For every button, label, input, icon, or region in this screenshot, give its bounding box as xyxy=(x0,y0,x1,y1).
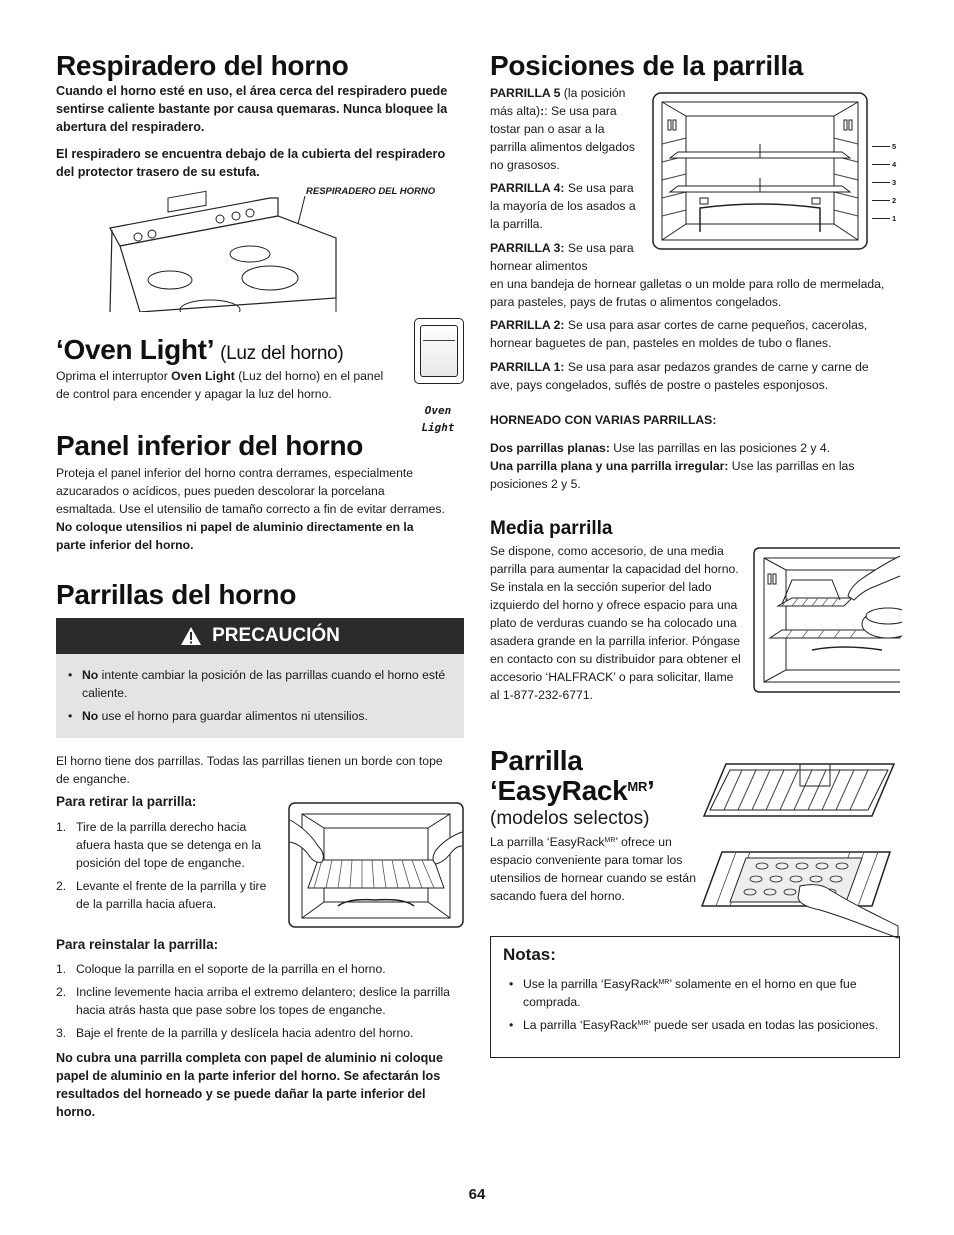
easyrack-subtitle: (modelos selectos) xyxy=(490,808,650,829)
easyrack-title: Parrilla ‘EasyRack$^{MR}$’ xyxy=(490,745,655,806)
easyrack-text: La parrilla ‘EasyRack$^{MR}$’ ofrece un espacio conveniente para tomar los utensilios de hornear cuando se están sacando fuera del horno. xyxy=(490,835,696,903)
foil-warning: No cubra una parrilla completa con papel de aluminio ni coloque papel de aluminio en la parte inferior del horno. Se afectarán los resultados del horneado y se puede dañar la parte inferior del horno. xyxy=(56,1051,443,1119)
positions-title: Posiciones de la parrilla xyxy=(490,50,804,81)
half-rack-title: Media parrilla xyxy=(490,518,613,539)
vent-location: El respiradero se encuentra debajo de la cubierta del respiradero del protector trasero de su estufa. xyxy=(56,147,446,179)
rack-4-text: PARRILLA 4: Se usa para la mayoría de los asados a la parrilla. xyxy=(490,181,636,231)
remove-step: 1. Tire de la parrilla derecho hacia afuera hasta que se detenga en la posición del tope de enganche. xyxy=(56,820,261,870)
notes-list xyxy=(503,975,887,1034)
lower-panel-text: Proteja el panel inferior del horno contra derrames, especialmente azucarados o acídicos, pues pueden descolorar la porcelana esmaltada. Use el utensilio de tamaño correcto a fin de evitar derrames. No coloque utensilios ni papel de aluminio directamente en la parte inferior del horno. xyxy=(56,466,445,552)
rack-removal-illustration xyxy=(288,802,464,928)
half-rack-text: Se dispone, como accesorio, de una media parrilla para aumentar la capacidad del horno. Se instala en la sección superior del lado izquierdo del horno y ofrece espacio para una plato de verduras cuando se ha colocado una asadera grande en la parrilla inferior. Póngase en contacto con su distribuidor para obtener el accesorio ‘HALFRACK’ o para solicitar, llame al 1-877-232-6771. xyxy=(490,544,741,702)
remove-steps xyxy=(56,818,268,918)
warning-icon xyxy=(180,626,202,646)
notes-item: • Use la parrilla ‘EasyRack$^{MR}$’ solamente en el horno en que fue comprada. xyxy=(503,975,887,1011)
caution-box xyxy=(56,618,464,738)
multi-rack-text: Dos parrillas planas: Use las parrillas en las posiciones 2 y 4. Una parrilla plana y una parrilla irregular: Use las parrillas en las posiciones 2 y 5. xyxy=(490,441,855,491)
reinstall-step: 3. Baje el frente de la parrilla y deslícela hacia adentro del horno. xyxy=(56,1026,414,1040)
half-rack-illustration xyxy=(752,546,902,694)
vent-title: Respiradero del horno xyxy=(56,50,349,81)
lower-panel-title: Panel inferior del horno xyxy=(56,430,364,461)
reinstall-step: 1. Coloque la parrilla en el soporte de la parrilla en el horno. xyxy=(56,962,386,976)
oven-light-title-main: ‘Oven Light’ xyxy=(56,334,213,365)
oven-light-switch-icon xyxy=(414,318,464,384)
vent-callout: RESPIRADERO DEL HORNO xyxy=(306,186,436,197)
notes-item: • La parrilla ‘EasyRack$^{MR}$’ puede ser usada en todas las posiciones. xyxy=(503,1016,887,1034)
racks-title: Parrillas del horno xyxy=(56,579,297,610)
notes-box xyxy=(490,936,900,1058)
vent-warning: Cuando el horno esté en uso, el área cerca del respiradero puede sentirse caliente bastante por causa quemaras. Nunca bloquee la abertura del respiradero. xyxy=(56,84,448,134)
rack-2-text: PARRILLA 2: Se usa para asar cortes de carne pequeños, cacerolas, hornear baguetes de pan, pasteles en moldes de tubo o flanes. xyxy=(490,318,868,350)
rack-5-text: PARRILLA 5 (la posición más alta):: Se usa para tostar pan o asar a la parrilla alimentos delgados no grasosos. xyxy=(490,86,635,172)
caution-list xyxy=(62,666,454,725)
page-number: 64 xyxy=(468,1186,486,1203)
oven-light-button-label: Oven Light xyxy=(421,404,455,434)
oven-light-subtitle: (Luz del horno) xyxy=(220,343,344,364)
rack-3-text-b: en una bandeja de hornear galletas o un molde para rollo de mermelada, para pasteles, pays de frutas o alimentos congelados. xyxy=(490,277,885,309)
easyrack-illustration-top xyxy=(700,760,896,820)
caution-label: PRECAUCIÓN xyxy=(212,625,340,646)
range-illustration xyxy=(100,188,340,312)
caution-header xyxy=(56,618,464,654)
racks-intro: El horno tiene dos parrillas. Todas las parrillas tienen un borde con tope de enganche. xyxy=(56,754,443,786)
caution-item: • No intente cambiar la posición de las parrillas cuando el horno esté caliente. xyxy=(62,666,454,702)
caution-item: • No use el horno para guardar alimentos ni utensilios. xyxy=(62,707,454,725)
oven-light-title xyxy=(56,336,343,364)
reinstall-title: Para reinstalar la parrilla: xyxy=(56,937,219,952)
remove-title: Para retirar la parrilla: xyxy=(56,794,197,809)
oven-light-text: Oprima el interruptor Oven Light (Luz del horno) en el panel de control para encender y apagar la luz del horno. xyxy=(56,369,384,401)
reinstall-steps xyxy=(56,960,464,1047)
rack-3-text-a: PARRILLA 3: Se usa para hornear alimentos xyxy=(490,241,634,273)
notes-title: Notas: xyxy=(503,945,556,964)
reinstall-step: 2. Incline levemente hacia arriba el extremo delantero; deslice la parrilla hacia atrás hasta que pase sobre los topes de enganche. xyxy=(56,985,450,1017)
easyrack-illustration-bottom xyxy=(700,846,900,940)
rack-1-text: PARRILLA 1: Se usa para asar pedazos grandes de carne y carne de ave, pays congelados, suflés de postre o pasteles esponjosos. xyxy=(490,360,869,392)
remove-step: 2. Levante el frente de la parrilla y tire de la parrilla hacia afuera. xyxy=(56,879,267,911)
multi-rack-title: HORNEADO CON VARIAS PARRILLAS: xyxy=(490,413,717,427)
rack-positions-illustration xyxy=(652,92,870,252)
